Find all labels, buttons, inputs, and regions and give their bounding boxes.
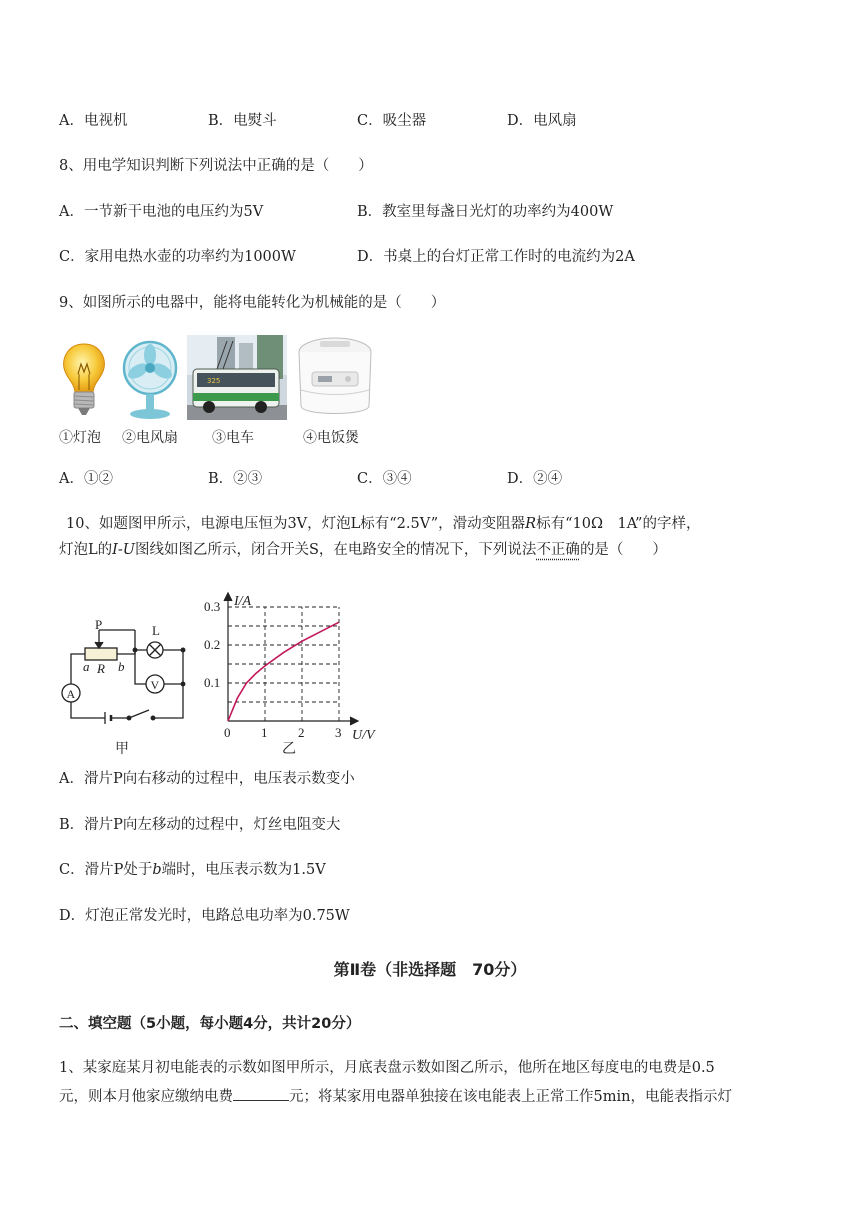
q9-caption-bulb: ①灯泡 <box>59 430 101 446</box>
q10-option-b: B．滑片P向左移动的过程中，灯丝电阻变大 <box>59 817 341 833</box>
fill-q1-line2: 元，则本月他家应缴纳电费 元；将某家用电器单独接在该电能表上正常工作5min，电能表指示灯 <box>59 1089 732 1105</box>
q10-stem-line1: 10、如题图甲所示，电源电压恒为3V，灯泡L标有“2.5V”，滑动变阻器R标有“10Ω 1A”的字样， <box>66 516 701 532</box>
graph-caption-yi: 乙 <box>282 742 296 755</box>
slider-label-p: P <box>95 620 103 632</box>
electric-fan-image <box>121 338 179 420</box>
x-tick-label: 1 <box>261 725 268 740</box>
graph-y-axis-label: I/A <box>234 594 252 609</box>
y-tick-label: 0.2 <box>204 637 221 652</box>
x-tick-label: 2 <box>298 725 305 740</box>
rice-cooker-image <box>292 332 378 422</box>
q7-option-a: A．电视机 <box>59 113 128 129</box>
part-two-title: 第Ⅱ卷（非选择题 70分） <box>333 960 527 979</box>
circuit-diagram <box>55 620 195 760</box>
q9-caption-rice-cooker: ④电饭煲 <box>303 430 359 446</box>
q8-stem: 8、用电学知识判断下列说法中正确的是（ ） <box>59 158 373 174</box>
ammeter-symbol: A <box>66 687 76 701</box>
x-tick-label: 3 <box>335 725 342 740</box>
q10-option-d: D．灯泡正常发光时，电路总电功率为0.75W <box>59 908 350 924</box>
q8-option-c: C．家用电热水壶的功率约为1000W <box>59 249 296 265</box>
q8-option-a: A．一节新干电池的电压约为5V <box>59 204 264 220</box>
q9-caption-tram: ③电车 <box>212 430 254 446</box>
q9-stem: 9、如图所示的电器中，能将电能转化为机械能的是（ ） <box>59 295 446 311</box>
q9-option-b: B．②③ <box>208 471 263 487</box>
fill-q1-line1: 1、某家庭某月初电能表的示数如图甲所示，月底表盘示数如图乙所示，他所在地区每度电的电费是0.5 <box>59 1060 715 1076</box>
bus-route-number: 325 <box>207 377 221 385</box>
iu-graph <box>196 585 386 755</box>
q9-option-d: D．②④ <box>507 471 563 487</box>
q8-option-d: D．书桌上的台灯正常工作时的电流约为2A <box>357 249 635 265</box>
emphasis-not-correct: 不正确 <box>536 542 580 558</box>
light-bulb-image <box>58 340 110 418</box>
rheostat-label-r: R <box>97 661 105 676</box>
q7-option-d: D．电风扇 <box>507 113 577 129</box>
y-tick-label: 0.3 <box>204 599 221 614</box>
section-two-title: 二、填空题（5小题，每小题4分，共计20分） <box>59 1016 361 1032</box>
q9-option-a: A．①② <box>59 471 113 487</box>
graph-x-axis-label: U/V <box>352 728 375 743</box>
answer-blank[interactable] <box>233 1088 289 1101</box>
circuit-caption-jia: 甲 <box>115 742 129 757</box>
q10-option-a: A．滑片P向右移动的过程中，电压表示数变小 <box>59 771 355 787</box>
voltmeter-symbol: V <box>150 678 160 692</box>
rheostat-end-b: b <box>118 659 125 674</box>
q7-option-c: C．吸尘器 <box>357 113 427 129</box>
q9-caption-fan: ②电风扇 <box>122 430 178 446</box>
x-tick-label: 0 <box>224 725 231 740</box>
q9-option-c: C．③④ <box>357 471 412 487</box>
y-tick-label: 0.1 <box>204 675 221 690</box>
q7-option-b: B．电熨斗 <box>208 113 277 129</box>
q8-option-b: B．教室里每盏日光灯的功率约为400W <box>357 204 614 220</box>
rheostat-end-a: a <box>83 659 90 674</box>
lamp-label-l: L <box>152 623 160 638</box>
tram-bus-image <box>187 335 287 420</box>
q10-stem-line2: 灯泡L的I-U图线如图乙所示，闭合开关S，在电路安全的情况下，下列说法不正确的是（ ） <box>59 542 667 558</box>
iu-curve-line <box>228 622 339 721</box>
q10-option-c: C．滑片P处于b端时，电压表示数为1.5V <box>59 862 326 878</box>
